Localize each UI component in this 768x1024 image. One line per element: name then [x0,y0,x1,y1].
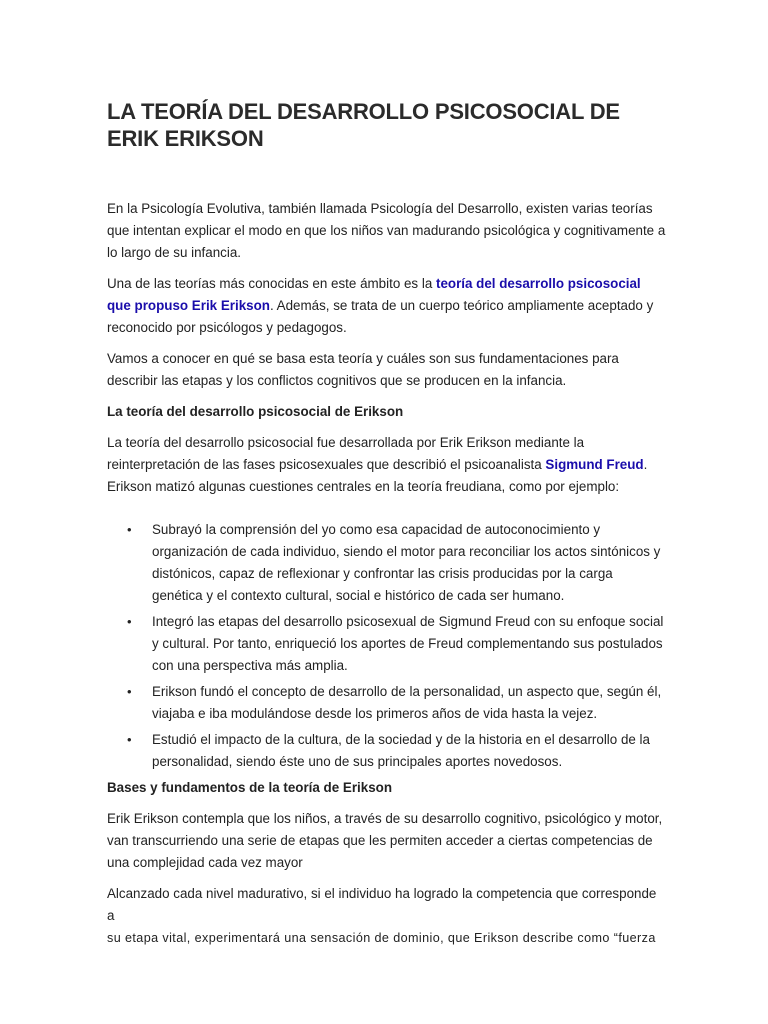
link-erikson-theory[interactable]: teoría del desarrollo psicosocial que propuso Erik Erikson [107,276,641,313]
paragraph-line: su etapa vital, experimentará una sensación de dominio, que Erikson describe como “fuerza [107,931,656,945]
paragraph-theory-intro [107,273,667,339]
page-title: LA TEORÍA DEL DESARROLLO PSICOSOCIAL DE ERIK ERIKSON [107,99,620,151]
list-item [107,611,667,677]
paragraph-stages: Erik Erikson contempla que los niños, a través de su desarrollo cognitivo, psicológico y motor, van transcurriendo una serie de etapas que les permiten acceder a ciertas competencias de una complejidad cada vez mayor [107,811,663,870]
paragraph-freud [107,432,667,498]
paragraph-text: . Erikson matizó algunas cuestiones centrales en la teoría freudiana, como por ejemplo: [107,457,648,494]
list-item [107,729,667,773]
section-heading-theory: La teoría del desarrollo psicosocial de Erikson [107,404,404,419]
list-item-text: Subrayó la comprensión del yo como esa capacidad de autoconocimiento y organización de cada individuo, siendo el motor para reconciliar los actos sintónicos y distónicos, capaz de reflexionar y confrontar las crisis producidas por la carga genética y el contexto cultural, social e histórico de cada ser humano. [152,522,661,603]
list-item [107,519,667,607]
list-item-text: Estudió el impacto de la cultura, de la sociedad y de la historia en el desarrollo de la personalidad, siendo éste uno de sus principales aportes novedosos. [152,732,650,769]
list-item-text: Erikson fundó el concepto de desarrollo de la personalidad, un aspecto que, según él, viajaba e iba modulándose desde los primeros años de vida hasta la vejez. [152,684,662,721]
paragraph-text: La teoría del desarrollo psicosocial fue desarrollada por Erik Erikson mediante la reinterpretación de las fases psicosexuales que describió el psicoanalista [107,435,585,472]
bullet-icon: • [127,684,132,699]
link-sigmund-freud[interactable]: Sigmund Freud [545,457,644,472]
list-item-text: Integró las etapas del desarrollo psicosexual de Sigmund Freud con su enfoque social y cultural. Por tanto, enriqueció los aportes de Freud complementando sus postulados con una perspectiva más amplia. [152,614,664,673]
bullet-icon: • [127,522,132,537]
bullet-icon: • [127,732,132,747]
section-heading-bases: Bases y fundamentos de la teoría de Erikson [107,780,393,795]
paragraph-text: . Además, se trata de un cuerpo teórico ampliamente aceptado y reconocido por psicólogos y pedagogos. [107,298,654,335]
paragraph-mastery [107,883,667,949]
list-item [107,681,667,725]
paragraph-line: Alcanzado cada nivel madurativo, si el individuo ha logrado la competencia que corresponde a [107,886,657,923]
article-body [107,198,667,958]
bullet-list [107,519,667,773]
paragraph-text: Una de las teorías más conocidas en este ámbito es la [107,276,436,291]
intro-paragraph: En la Psicología Evolutiva, también llamada Psicología del Desarrollo, existen varias teorías que intentan explicar el modo en que los niños van madurando psicológica y cognitivamente a lo largo de su infancia. [107,201,666,260]
paragraph-overview: Vamos a conocer en qué se basa esta teoría y cuáles son sus fundamentaciones para describir las etapas y los conflictos cognitivos que se producen en la infancia. [107,351,619,388]
bullet-icon: • [127,614,132,629]
